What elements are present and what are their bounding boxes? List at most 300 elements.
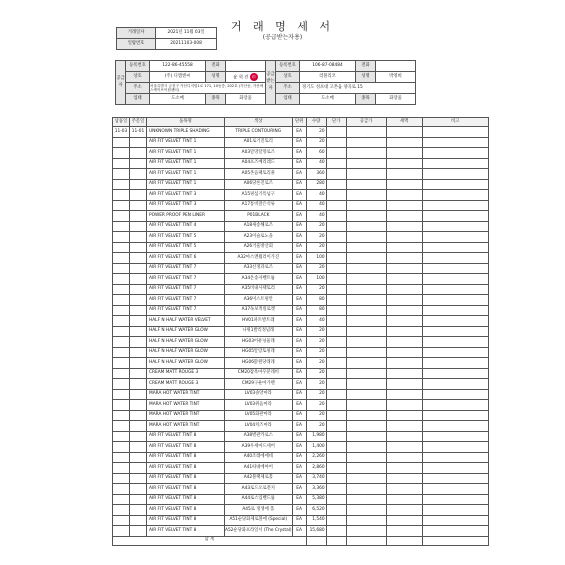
item-remarks <box>422 232 488 243</box>
order-date <box>130 473 147 484</box>
item-qty: 3,360 <box>306 484 326 495</box>
item-qty: 40 <box>306 316 326 327</box>
item-tax <box>386 221 422 232</box>
item-tax <box>386 179 422 190</box>
item-color: A51순당화체로볼에 (Special) <box>225 515 293 526</box>
meta-table <box>116 27 217 50</box>
table-row <box>113 127 489 138</box>
item-qty: 1,980 <box>306 431 326 442</box>
item-unit: EA <box>292 358 306 369</box>
header-unit-price: 단가 <box>326 118 346 127</box>
item-unit-price <box>326 169 346 180</box>
table-row <box>113 232 489 243</box>
delivery-date <box>113 337 130 348</box>
buyer-side-label: 공급받는자 <box>266 61 276 105</box>
item-name: AIR FIT VELVET TINT 8 <box>147 431 225 442</box>
table-row <box>113 148 489 159</box>
item-supply-price <box>346 305 386 316</box>
item-supply-price <box>346 400 386 411</box>
item-supply-price <box>346 505 386 516</box>
item-remarks <box>422 484 488 495</box>
delivery-date <box>113 295 130 306</box>
item-supply-price <box>346 484 386 495</box>
delivery-date <box>113 494 130 505</box>
header-remarks: 비고 <box>422 118 488 127</box>
item-name: AIR FIT VELVET TINT 8 <box>147 494 225 505</box>
item-remarks <box>422 463 488 474</box>
delivery-date <box>113 410 130 421</box>
item-qty: 15,680 <box>306 526 326 537</box>
buyer-addr: 경기도 성포대 고촌읍 양곡로 15 <box>300 83 416 94</box>
table-row <box>113 190 489 201</box>
delivery-date <box>113 190 130 201</box>
item-tax <box>386 484 422 495</box>
item-tax <box>386 379 422 390</box>
item-tax <box>386 452 422 463</box>
item-name: AIR FIT VELVET TINT 7 <box>147 284 225 295</box>
item-remarks <box>422 263 488 274</box>
order-date <box>130 242 147 253</box>
order-date <box>130 190 147 201</box>
item-remarks <box>422 505 488 516</box>
item-unit: EA <box>292 221 306 232</box>
item-name: HALF N HALF WATER VELVET <box>147 316 225 327</box>
delivery-date <box>113 368 130 379</box>
delivery-date <box>113 305 130 316</box>
order-date <box>130 358 147 369</box>
item-qty: 80 <box>306 295 326 306</box>
item-unit-price <box>326 515 346 526</box>
item-qty: 40 <box>306 190 326 201</box>
item-tax <box>386 274 422 285</box>
item-unit: EA <box>292 389 306 400</box>
item-name: AIR FIT VELVET TINT 3 <box>147 200 225 211</box>
delivery-date <box>113 263 130 274</box>
delivery-date <box>113 442 130 453</box>
item-qty: 100 <box>306 274 326 285</box>
item-color: A33신정과로즈 <box>225 263 293 274</box>
delivery-date <box>113 148 130 159</box>
delivery-date <box>113 221 130 232</box>
item-supply-price <box>346 347 386 358</box>
item-remarks <box>422 526 488 537</box>
item-name: AIR FIT VELVET TINT 8 <box>147 505 225 516</box>
item-qty: 20 <box>306 127 326 138</box>
item-unit: EA <box>292 242 306 253</box>
item-supply-price <box>346 473 386 484</box>
item-qty: 20 <box>306 358 326 369</box>
item-unit-price <box>326 473 346 484</box>
item-supply-price <box>346 253 386 264</box>
item-tax <box>386 263 422 274</box>
item-unit: EA <box>292 473 306 484</box>
document-subtitle: (공급받는자용) <box>262 34 303 41</box>
item-tax <box>386 410 422 421</box>
order-date <box>130 211 147 222</box>
item-color: A44로스입벤드륨 <box>225 494 293 505</box>
item-unit: EA <box>292 295 306 306</box>
item-color: A52순당화프라일서 (The Crystal) <box>225 526 293 537</box>
item-unit: EA <box>292 452 306 463</box>
item-supply-price <box>346 389 386 400</box>
item-color: A15핑섬기특넘구 <box>225 190 293 201</box>
table-row <box>113 347 489 358</box>
item-name: MARA HOT WATER TINT <box>147 410 225 421</box>
total-row <box>113 536 489 545</box>
item-tax <box>386 242 422 253</box>
item-unit: EA <box>292 337 306 348</box>
item-color: A41따네에아어 <box>225 463 293 474</box>
item-supply-price <box>346 169 386 180</box>
item-qty: 40 <box>306 200 326 211</box>
item-color: HG05알랑토핑래 <box>225 347 293 358</box>
table-row <box>113 389 489 400</box>
item-qty: 3,740 <box>306 473 326 484</box>
supplier-rep: 윤 혁 건 <box>233 75 249 81</box>
delivery-date <box>113 463 130 474</box>
item-name: AIR FIT VELVET TINT 1 <box>147 179 225 190</box>
item-remarks <box>422 274 488 285</box>
item-supply-price <box>346 494 386 505</box>
table-row <box>113 169 489 180</box>
item-tax <box>386 190 422 201</box>
item-unit-price <box>326 505 346 516</box>
item-unit: EA <box>292 442 306 453</box>
item-tax <box>386 347 422 358</box>
item-name: AIR FIT VELVET TINT 5 <box>147 242 225 253</box>
item-remarks <box>422 347 488 358</box>
buyer-item: 화장품 <box>376 94 416 105</box>
item-supply-price <box>346 337 386 348</box>
delivery-date <box>113 452 130 463</box>
items-table <box>112 117 489 546</box>
delivery-date <box>113 484 130 495</box>
delivery-date <box>113 316 130 327</box>
item-unit: EA <box>292 253 306 264</box>
item-color: A04프즈베리레드 <box>225 158 293 169</box>
delivery-date <box>113 358 130 369</box>
item-supply-price <box>346 274 386 285</box>
item-name: AIR FIT VELVET TINT 7 <box>147 263 225 274</box>
item-name: POWER PROOF PEN LINER <box>147 211 225 222</box>
item-remarks <box>422 137 488 148</box>
item-color: A01로기진토리 <box>225 137 293 148</box>
item-qty: 20 <box>306 368 326 379</box>
document-title: 거 래 명 세 서 <box>230 20 335 33</box>
item-unit-price <box>326 316 346 327</box>
order-date <box>130 379 147 390</box>
item-remarks <box>422 179 488 190</box>
item-tax <box>386 253 422 264</box>
item-unit-price <box>326 494 346 505</box>
supplier-side-label: 공급자 <box>116 61 126 105</box>
supplier-rep-cell <box>226 72 266 83</box>
order-date <box>130 232 147 243</box>
buyer-phone <box>376 61 416 72</box>
item-color: HG03어퓨넝율래 <box>225 337 293 348</box>
order-date <box>130 274 147 285</box>
table-row <box>113 463 489 474</box>
table-row <box>113 484 489 495</box>
item-color: A35비내사택토리 <box>225 284 293 295</box>
table-row <box>113 494 489 505</box>
item-remarks <box>422 400 488 411</box>
order-date <box>130 389 147 400</box>
item-supply-price <box>346 295 386 306</box>
table-row <box>113 137 489 148</box>
order-date <box>130 179 147 190</box>
item-unit-price <box>326 295 346 306</box>
delivery-date <box>113 400 130 411</box>
item-tax <box>386 431 422 442</box>
item-name: AIR FIT VELVET TINT 8 <box>147 484 225 495</box>
item-remarks <box>422 316 488 327</box>
date-value: 2021년 11월 03일 <box>156 28 217 39</box>
item-color: P01BLACK <box>225 211 293 222</box>
item-remarks <box>422 389 488 400</box>
table-row <box>113 526 489 537</box>
item-color: A18새송해로즈 <box>225 221 293 232</box>
table-row <box>113 295 489 306</box>
item-supply-price <box>346 190 386 201</box>
item-remarks <box>422 515 488 526</box>
item-color: CM29구운마가렌 <box>225 379 293 390</box>
item-name: AIR FIT VELVET TINT 8 <box>147 452 225 463</box>
table-row <box>113 274 489 285</box>
total-label: 합 계 <box>113 536 307 545</box>
item-unit: EA <box>292 347 306 358</box>
item-unit-price <box>326 274 346 285</box>
table-row <box>113 200 489 211</box>
order-date <box>130 316 147 327</box>
item-remarks <box>422 431 488 442</box>
supplier-rep-label: 성명 <box>206 72 226 83</box>
total-unit-price <box>326 536 346 545</box>
item-tax <box>386 127 422 138</box>
item-unit-price <box>326 347 346 358</box>
item-unit-price <box>326 263 346 274</box>
table-row <box>113 284 489 295</box>
buyer-addr-label: 주소 <box>276 83 300 94</box>
item-qty: 2,860 <box>306 463 326 474</box>
table-row <box>113 358 489 369</box>
item-unit: EA <box>292 211 306 222</box>
item-unit: EA <box>292 158 306 169</box>
item-supply-price <box>346 137 386 148</box>
buyer-rep: 박영희 <box>376 72 416 83</box>
table-row <box>113 316 489 327</box>
item-unit-price <box>326 253 346 264</box>
item-name: AIR FIT VELVET TINT 4 <box>147 221 225 232</box>
item-color: A45로 정생에 홀 <box>225 505 293 516</box>
table-row <box>113 221 489 232</box>
table-row <box>113 242 489 253</box>
item-qty: 40 <box>306 211 326 222</box>
table-row <box>113 179 489 190</box>
item-unit-price <box>326 200 346 211</box>
item-unit-price <box>326 148 346 159</box>
item-remarks <box>422 253 488 264</box>
item-supply-price <box>346 452 386 463</box>
item-name: HALF N HALF WATER GLOW <box>147 347 225 358</box>
item-tax <box>386 368 422 379</box>
item-unit: EA <box>292 515 306 526</box>
table-row <box>113 400 489 411</box>
item-unit-price <box>326 211 346 222</box>
buyer-reg-label: 등록번호 <box>276 61 300 72</box>
header-supply-price: 공급가 <box>346 118 386 127</box>
delivery-date <box>113 326 130 337</box>
table-row <box>113 253 489 264</box>
item-color: CM20잠옥마우분래비 <box>225 368 293 379</box>
item-unit: EA <box>292 368 306 379</box>
item-remarks <box>422 494 488 505</box>
item-supply-price <box>346 421 386 432</box>
order-date <box>130 400 147 411</box>
item-color: A03달망달망로즈 <box>225 148 293 159</box>
item-unit: EA <box>292 137 306 148</box>
item-remarks <box>422 305 488 316</box>
item-qty: 1,540 <box>306 515 326 526</box>
item-unit: EA <box>292 179 306 190</box>
total-quantity <box>306 536 326 545</box>
item-name: AIR FIT VELVET TINT 5 <box>147 232 225 243</box>
item-unit: EA <box>292 127 306 138</box>
item-unit-price <box>326 389 346 400</box>
item-unit: EA <box>292 494 306 505</box>
order-date: 11-01 <box>130 127 147 138</box>
item-qty: 100 <box>306 253 326 264</box>
delivery-date <box>113 200 130 211</box>
table-row <box>113 211 489 222</box>
date-label: 거래일자 <box>117 28 156 39</box>
item-tax <box>386 137 422 148</box>
order-date <box>130 169 147 180</box>
item-qty: 20 <box>306 221 326 232</box>
company-seal-icon: 印 <box>250 73 258 81</box>
item-supply-price <box>346 326 386 337</box>
item-qty: 20 <box>306 242 326 253</box>
total-supply-price <box>346 536 386 545</box>
item-unit-price <box>326 421 346 432</box>
table-row <box>113 158 489 169</box>
delivery-date: 11-03 <box>113 127 130 138</box>
item-remarks <box>422 169 488 180</box>
item-unit: EA <box>292 400 306 411</box>
item-remarks <box>422 200 488 211</box>
item-name: HALF N HALF WATER GLOW <box>147 358 225 369</box>
party-table <box>115 60 416 105</box>
item-supply-price <box>346 442 386 453</box>
item-unit: EA <box>292 305 306 316</box>
item-unit-price <box>326 179 346 190</box>
item-tax <box>386 400 422 411</box>
item-supply-price <box>346 379 386 390</box>
item-unit: EA <box>292 169 306 180</box>
item-remarks <box>422 452 488 463</box>
header-color: 색상 <box>225 118 293 127</box>
item-unit: EA <box>292 463 306 474</box>
item-qty: 20 <box>306 410 326 421</box>
item-supply-price <box>346 127 386 138</box>
item-name: MARA HOT WATER TINT <box>147 421 225 432</box>
header-tax: 세액 <box>386 118 422 127</box>
buyer-reg-no: 106-87-08484 <box>300 61 356 72</box>
item-unit: EA <box>292 316 306 327</box>
item-tax <box>386 463 422 474</box>
item-remarks <box>422 337 488 348</box>
item-qty: 20 <box>306 400 326 411</box>
item-name: HALF N HALF WATER GLOW <box>147 326 225 337</box>
order-date <box>130 410 147 421</box>
order-date <box>130 295 147 306</box>
item-color: A42블랙체로홀 <box>225 473 293 484</box>
item-qty: 280 <box>306 179 326 190</box>
order-date <box>130 347 147 358</box>
supplier-biz: 도소매 <box>150 94 206 105</box>
item-color: HG06맑원당래래 <box>225 358 293 369</box>
item-unit-price <box>326 484 346 495</box>
item-tax <box>386 421 422 432</box>
table-row <box>113 305 489 316</box>
item-color: A39우세마드세어 <box>225 442 293 453</box>
order-date <box>130 515 147 526</box>
delivery-date <box>113 379 130 390</box>
item-name: CREAM MATT ROUGE 3 <box>147 368 225 379</box>
item-unit-price <box>326 158 346 169</box>
item-name: AIR FIT VELVET TINT 7 <box>147 274 225 285</box>
item-color: A05촌음팩토리풀 <box>225 169 293 180</box>
item-remarks <box>422 221 488 232</box>
header-delivery-date: 납품일 <box>113 118 130 127</box>
order-date <box>130 253 147 264</box>
item-supply-price <box>346 316 386 327</box>
item-tax <box>386 211 422 222</box>
item-supply-price <box>346 358 386 369</box>
order-date <box>130 494 147 505</box>
order-date <box>130 326 147 337</box>
item-tax <box>386 494 422 505</box>
item-tax <box>386 358 422 369</box>
item-tax <box>386 326 422 337</box>
order-date <box>130 421 147 432</box>
table-row <box>113 326 489 337</box>
table-row <box>113 263 489 274</box>
item-tax <box>386 200 422 211</box>
item-color: 나위1발리정념래 <box>225 326 293 337</box>
item-supply-price <box>346 148 386 159</box>
item-supply-price <box>346 158 386 169</box>
order-date <box>130 431 147 442</box>
table-row <box>113 368 489 379</box>
item-qty: 20 <box>306 284 326 295</box>
item-unit-price <box>326 221 346 232</box>
delivery-date <box>113 431 130 442</box>
item-remarks <box>422 158 488 169</box>
item-remarks <box>422 379 488 390</box>
buyer-biz: 도소매 <box>300 94 356 105</box>
item-remarks <box>422 127 488 138</box>
item-supply-price <box>346 242 386 253</box>
item-unit-price <box>326 326 346 337</box>
item-color: A23이슬로노을 <box>225 232 293 243</box>
total-remarks <box>422 536 488 545</box>
order-date <box>130 337 147 348</box>
item-qty: 20 <box>306 232 326 243</box>
item-color: A37독보적릴로켓 <box>225 305 293 316</box>
item-unit-price <box>326 452 346 463</box>
supplier-reg-label: 등록번호 <box>126 61 150 72</box>
